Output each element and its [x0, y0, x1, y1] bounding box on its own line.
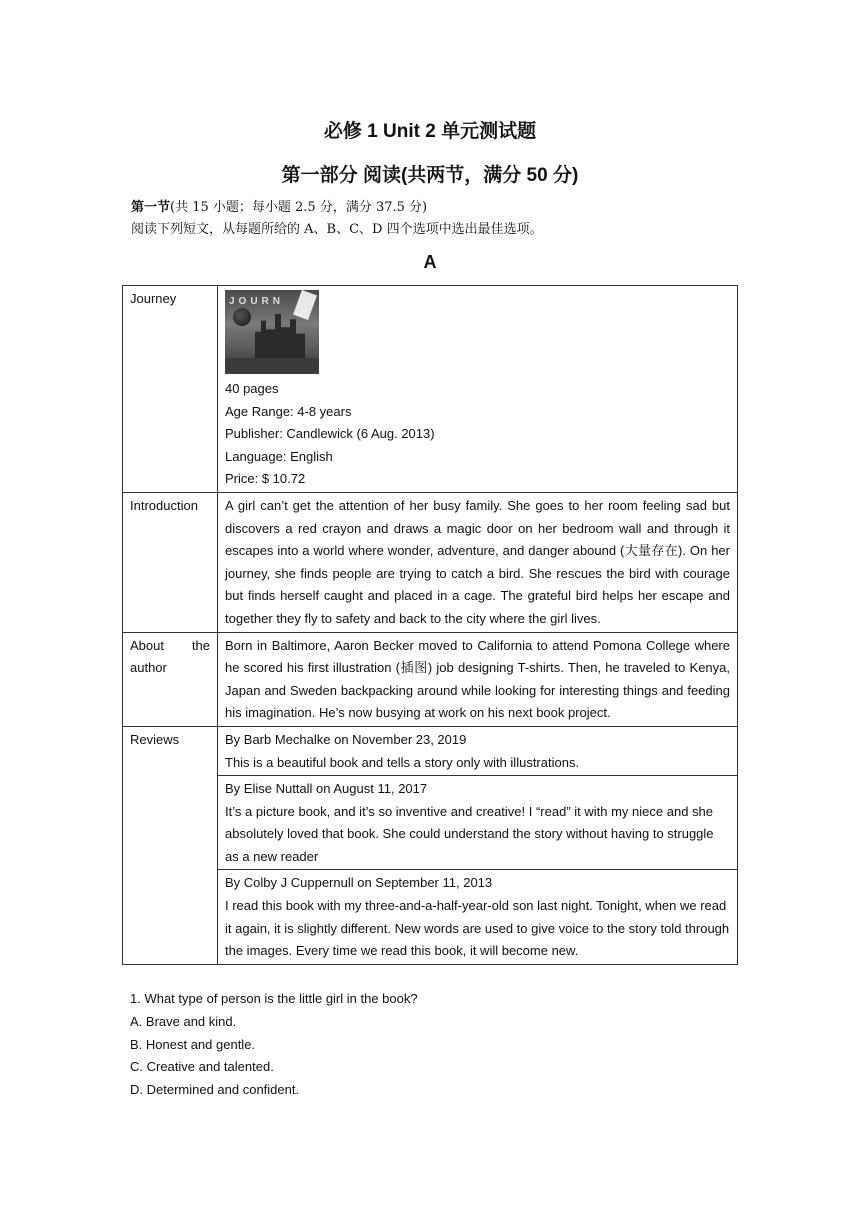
label-author-line2: author: [130, 660, 167, 676]
part-heading: 第一部分 阅读(共两节，满分 50 分): [281, 165, 579, 186]
label-journey: Journey: [123, 286, 218, 493]
review-text: This is a beautiful book and tells a story only with illustrations.: [225, 754, 580, 770]
label-author-line1: [130, 635, 210, 658]
label-author-word1: About: [130, 637, 164, 653]
cover-castle: [255, 314, 305, 358]
table-row-introduction: [123, 492, 738, 632]
review-byline: By Barb Mechalke on November 23, 2019: [225, 731, 467, 747]
book-price: Price: $ 10.72: [225, 471, 306, 487]
table-row-author: [123, 632, 738, 726]
option-b: B. Honest and gentle.: [130, 1036, 256, 1052]
table-row-journey: [123, 286, 738, 493]
section-instruction: 阅读下列短文，从每题所给的 A、B、C、D 四个选项中选出最佳选项。: [131, 222, 543, 237]
review-byline: By Colby J Cuppernull on September 11, 2013: [225, 875, 493, 891]
page-title: 必修 1 Unit 2 单元测试题: [323, 121, 537, 142]
cover-badge: [293, 290, 317, 320]
section-intro: [131, 197, 543, 241]
section-label: 第一节: [131, 200, 171, 215]
review-item: [218, 776, 738, 870]
review-item: [218, 726, 738, 775]
journey-details: [218, 286, 738, 493]
book-age-range: Age Range: 4-8 years: [225, 403, 352, 419]
cover-water: [225, 358, 319, 374]
section-rule-line: [131, 197, 543, 219]
review-item: [218, 870, 738, 964]
label-author-word2: the: [191, 637, 210, 653]
review-text: I read this book with my three-and-a-half-year-old son last night. Tonight, when we read it again, it is slightly different. New words are used to give voice to the story told through the images. Every time we read this book, it will become new.: [225, 898, 730, 959]
book-pages: 40 pages: [225, 381, 279, 396]
section-rule: (共 15 小题；每小题 2.5 分，满分 37.5 分): [170, 200, 428, 215]
book-language: Language: English: [225, 448, 333, 464]
book-publisher: Publisher: Candlewick (6 Aug. 2013): [225, 426, 435, 442]
label-introduction: Introduction: [123, 492, 218, 632]
introduction-text: A girl can’t get the attention of her busy family. She goes to her room feeling sad but discovers a red crayon and draws a magic door on her bedroom wall and through it escapes into a world where wonder, adventure, and danger abound (大量存在). On her journey, she finds people are trying to catch a bird. She rescues the bird with courage but finds herself caught and placed in a cage. The grateful bird helps her escape and together they fly to safety and back to the city where the girl lives.: [218, 492, 738, 632]
book-cover-image: [225, 290, 319, 374]
option-c: C. Creative and talented.: [130, 1059, 274, 1075]
table-row-review-1: [123, 726, 738, 775]
question-block: [130, 988, 418, 1102]
label-reviews: Reviews: [123, 726, 218, 964]
question-stem: 1. What type of person is the little girl in the book?: [130, 991, 418, 1006]
option-a: A. Brave and kind.: [130, 1013, 237, 1029]
cover-title-art: JOURN: [229, 296, 285, 307]
author-text: Born in Baltimore, Aaron Becker moved to California to attend Pomona College where he scored his first illustration (插图) job designing T-shirts. Then, he traveled to Kenya, Japan and Sweden backpacking around while looking for interesting things and feeding his imagination. He’s now busying at work on his next book project.: [218, 632, 738, 726]
passage-letter: A: [423, 252, 437, 272]
label-author: [123, 632, 218, 726]
option-d: D. Determined and confident.: [130, 1082, 300, 1098]
review-text: It’s a picture book, and it’s so inventive and creative! I “read” it with my niece and she absolutely loved that book. She could understand the story without having to struggle as a new reader: [225, 803, 714, 864]
book-info-table: [122, 285, 738, 965]
cover-moon: [233, 308, 251, 326]
review-byline: By Elise Nuttall on August 11, 2017: [225, 781, 428, 797]
